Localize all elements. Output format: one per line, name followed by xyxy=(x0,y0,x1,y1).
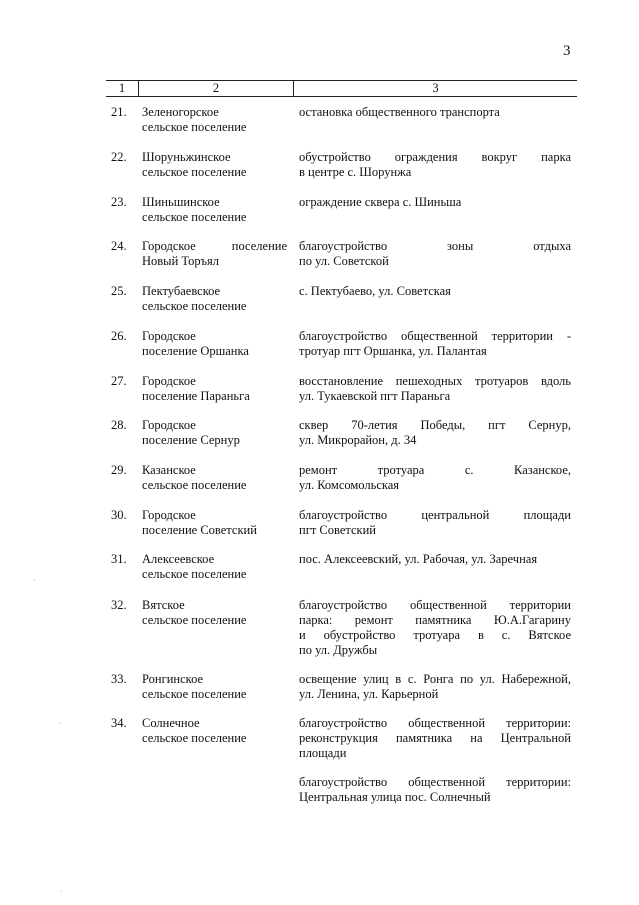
settlement-name: Пектубаевское сельское поселение xyxy=(142,284,247,313)
project-description: восстановление пешеходных тротуаров вдоль ул. Тукаевской пгт Параньга xyxy=(299,374,571,403)
project-description: пос. Алексеевский, ул. Рабочая, ул. Заречная xyxy=(299,552,538,566)
header-col-3: 3 xyxy=(293,81,577,96)
settlement-name: Городское поселение Сернур xyxy=(142,418,240,447)
row-number: 28. xyxy=(111,418,127,432)
project-description: благоустройство общественной территории: реконструкция памятника на Центральной площади xyxy=(299,716,571,760)
page-number: 3 xyxy=(563,43,571,59)
scan-speck: · xyxy=(33,576,36,585)
row-number: 34. xyxy=(111,716,127,730)
project-description: остановка общественного транспорта xyxy=(299,105,500,119)
row-number: 27. xyxy=(111,374,127,388)
row-number: 25. xyxy=(111,284,127,298)
row-number: 22. xyxy=(111,150,127,164)
row-number: 24. xyxy=(111,239,127,253)
project-description: благоустройство общественной территории - тротуар пгт Оршанка, ул. Палантая xyxy=(299,329,571,358)
row-number: 23. xyxy=(111,195,127,209)
project-description: благоустройство общественной территории: Центральная улица пос. Солнечный xyxy=(299,775,571,804)
scan-speck: · xyxy=(58,719,61,728)
project-description: освещение улиц в с. Ронга по ул. Набережной, ул. Ленина, ул. Карьерной xyxy=(299,672,571,701)
project-description: ремонт тротуара с. Казанское, ул. Комсомольская xyxy=(299,463,571,492)
row-number: 32. xyxy=(111,598,127,612)
header-col-2: 2 xyxy=(138,81,293,96)
project-description: благоустройство центральной площади пгт Советский xyxy=(299,508,571,537)
row-number: 21. xyxy=(111,105,127,119)
settlement-name: Городское поселение Новый Торъял xyxy=(142,239,287,268)
settlement-name: Алексеевское сельское поселение xyxy=(142,552,247,581)
settlement-name: Городское поселение Советский xyxy=(142,508,257,537)
project-description: ограждение сквера с. Шиньша xyxy=(299,195,462,209)
header-col-1: 1 xyxy=(118,81,126,95)
project-description: сквер 70-летия Победы, пгт Сернур, ул. Микрорайон, д. 34 xyxy=(299,418,571,447)
settlement-name: Вятское сельское поселение xyxy=(142,598,247,627)
settlement-name: Шиньшинское сельское поселение xyxy=(142,195,247,224)
row-number: 26. xyxy=(111,329,127,343)
project-description: с. Пектубаево, ул. Советская xyxy=(299,284,451,298)
row-number: 30. xyxy=(111,508,127,522)
settlement-name: Казанское сельское поселение xyxy=(142,463,247,492)
settlement-name: Зеленогорское сельское поселение xyxy=(142,105,247,134)
row-number: 29. xyxy=(111,463,127,477)
scan-speck: · xyxy=(60,887,63,896)
settlement-name: Ронгинское сельское поселение xyxy=(142,672,247,701)
settlement-name: Городское поселение Оршанка xyxy=(142,329,249,358)
settlement-name: Городское поселение Параньга xyxy=(142,374,250,403)
row-number: 33. xyxy=(111,672,127,686)
row-number: 31. xyxy=(111,552,127,566)
table-header xyxy=(106,80,577,97)
project-description: благоустройство зоны отдыха по ул. Советской xyxy=(299,239,571,268)
settlement-name: Шоруньжинское сельское поселение xyxy=(142,150,247,179)
settlement-name: Солнечное сельское поселение xyxy=(142,716,247,745)
project-description: обустройство ограждения вокруг парка в центре с. Шорунжа xyxy=(299,150,571,179)
project-description: благоустройство общественной территории парка: ремонт памятника Ю.А.Гагарину и обустройство тротуара в с. Вятское по ул. Дружбы xyxy=(299,598,571,657)
